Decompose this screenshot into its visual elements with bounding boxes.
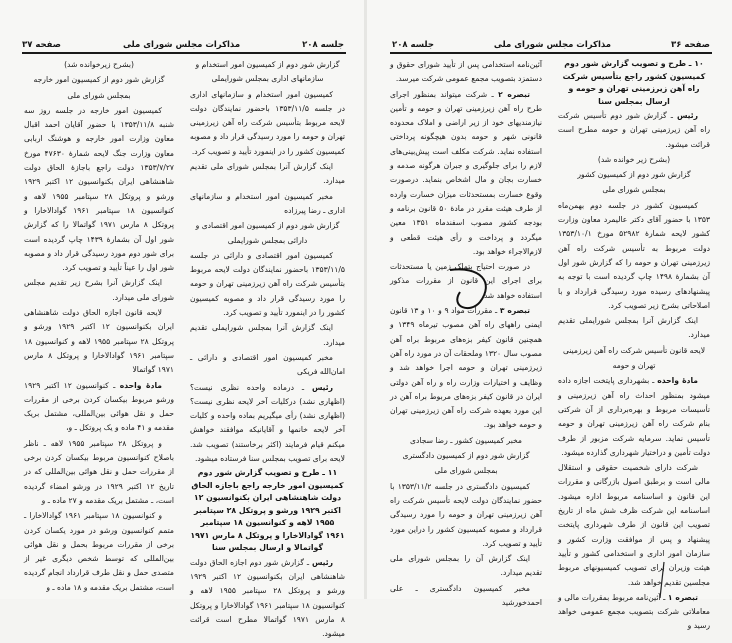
paragraph: (بشرح زیرخوانده شد) bbox=[64, 60, 134, 69]
paragraph-lead: تبصره ۲ bbox=[498, 89, 530, 99]
paragraph: رئیس ـ درماده واحده نظری نیست؟ (اظهاری نشد) درکلیات آخر لایحه نظری نیست؟ (اظهاری نشد) رأی میگیریم بماده واحده و کلیات آخر لایحه خانمها و آقایانیکه موافقند خواهش میکنم قیام فرمایند (اکثر برخاستند) تصویب شد. لایحه برای تصویب بمجلس سنا فرستاده میشود. bbox=[190, 382, 345, 464]
left-page-right-column bbox=[190, 58, 345, 643]
paragraph: گزارش شور دوم از کمیسیون امور اقتصادی و دارائی بمجلس شورایملی bbox=[195, 221, 340, 245]
header-rule bbox=[22, 52, 346, 54]
paragraph: آئین‌نامه استخدامی پس از تأیید شورای حقوق و دستمزد بتصویب مجمع عمومی شرکت میرسد. bbox=[390, 60, 542, 84]
pen-mark-icon bbox=[640, 560, 680, 600]
paragraph-lead: تبصره ۱ bbox=[667, 592, 698, 602]
paragraph-lead: رئیس bbox=[311, 557, 333, 567]
paragraph: اینک گزارش آن را بمجلس شورای ملی تقدیم میدارد. bbox=[390, 554, 542, 578]
paragraph: اینک گزارش آنرا بمجلس شورایملی تقدیم میدارد. bbox=[558, 316, 710, 340]
paragraph: (بشرح زیر خوانده شد) bbox=[597, 154, 671, 164]
header-title: مذاکرات مجلس شورای ملی bbox=[122, 40, 241, 50]
session-number: جلسه ۲۰۸ bbox=[302, 40, 344, 50]
paragraph: اینک گزارش آنرا بشرح زیر تقدیم مجلس شورای ملی میدارد. bbox=[24, 278, 174, 302]
session-number: جلسه ۲۰۸ bbox=[392, 40, 434, 50]
paragraph-lead: مادهٔ واحده bbox=[657, 376, 699, 386]
paragraph: گزارش شور دوم از کمیسیون امور استخدام و سازمانهای اداری بمجلس شورایملی bbox=[195, 60, 340, 84]
paragraph: رئیس ـ گزارش شور دوم تأسیس شرکت راه آهن زیرزمینی تهران و حومه مطرح است قرائت میشود. bbox=[558, 111, 710, 149]
paragraph: مخبر کمیسیون امور اقتصادی و دارائی ـ امان‌الله فریکی bbox=[190, 352, 345, 377]
paragraph: و پروتکل ۲۸ سپتامبر ۱۹۵۵ لاهه ـ ناظر باصلاح کنوانسیون مربوط بیکسان کردن برخی از مقررات حمل و نقل هوائی بین‌المللی که در تاریخ ۱۲ اکتبر ۱۹۲۹ در ورشو امضاء گردیده است، ـ مشتمل بریک مقدمه و ۲۷ ماده ـ و bbox=[24, 438, 174, 505]
paragraph: گزارش شور دوم از کمیسیون کشور bbox=[577, 170, 691, 180]
paragraph: تبصره ۳ ـ مقررات مواد ۹ و ۱۰ و ۱۳ قانون ایمنی راههای راه آهن مصوب تیرماه ۱۳۴۹ و همچنین قانون کیفر بزه‌های مربوط براه آهن مصوب سال ۱۳۲۰ وملحقات آن در مورد راه آهن زیرزمینی تهران و حومه اجرا خواهد شد و وظایف و اختیارات وزارت راه و راه آهن دولتی ایران در قانون کیفر بزه‌های مربوط براه آهن در این مورد بعهده شرکت راه آهن زیرزمینی تهران و حومه خواهد بود. bbox=[390, 306, 542, 430]
paragraph: کمیسیون دادگستری در جلسه ۱۳۵۳/۱۱/۲ با حضور نمایندگان دولت لایحه تأسیس شرکت راه آهن زیرزمینی تهران و حومه را مورد رسیدگی قرارداد و مصوبه کمیسیون کشور را دراین مورد تأیید و تصویب کرد. bbox=[390, 481, 542, 548]
section-title: ۱۱ ـ طرح و تصویب گزارش شور دوم کمیسیون امور خارجه راجع باجازه الحاق دولت شاهنشاهی ایران بکنوانسیون ۱۲ اکتبر ۱۹۲۹ ورشو و پروتکل ۲۸ سپتامبر ۱۹۵۵ لاهه و کنوانسیون ۱۸ سپتامبر ۱۹۶۱ گوادالاخارا و پروتکل ۸ مارس ۱۹۷۱ گواتمالا و ارسال بمجلس سنا bbox=[190, 468, 345, 553]
paragraph: اینک گزارش آنرا بمجلس شورایملی تقدیم میدارد. bbox=[190, 323, 345, 347]
paragraph-lead: رئیس bbox=[311, 382, 333, 392]
right-page-left-column bbox=[390, 58, 542, 611]
page-number: صفحه ۳۷ bbox=[22, 40, 61, 50]
paragraph-lead: مادهٔ واحده bbox=[119, 380, 162, 390]
paragraph: بمجلس شورای ملی bbox=[67, 90, 131, 100]
paragraph: رئیس ـ گزارش شور دوم اجازه الحاق دولت شاهنشاهی ایران بکنوانسیون ۱۲ اکتبر ۱۹۲۹ ورشو و پروتکل ۲۸ سپتامبر ۱۹۵۵ لاهه و کنوانسیون ۱۸ سپتامبر ۱۹۶۱ گوادالاخارا و پروتکل ۸ مارس ۱۹۷۱ گواتمالا مطرح است قرائت میشود. bbox=[190, 557, 346, 639]
paragraph: لایحه قانون تأسیس شرکت راه آهن زیرزمینی bbox=[562, 345, 706, 355]
header-rule bbox=[390, 52, 712, 54]
paragraph: مخبر کمیسیون امور استخدام و سازمانهای اداری ـ رضا پیرزاده bbox=[190, 191, 345, 215]
right-page-right-column bbox=[558, 58, 710, 635]
header-title: مذاکرات مجلس شورای ملی bbox=[493, 40, 612, 50]
paragraph: مادهٔ واحده ـ کنوانسیون ۱۲ اکتبر ۱۹۲۹ ورشو مربوط بیکسان کردن برخی از مقررات حمل و نقل هوائی بین‌المللی، مشتمل بریک مقدمه و ۴۱ ماده و یک پروتکل ـ و، bbox=[24, 380, 174, 433]
paragraph: و کنوانسیون ۱۸ سپتامبر ۱۹۶۱ گوادالاخارا ـ متمم کنوانسیون ورشو در مورد یکسان کردن برخی از مقررات مربوط بحمل و نقل هوائی بین‌المللی که توسط شخص دیگری غیر از متصدی حمل و نقل طرف قرارداد انجام گردیده است، مشتمل بریک مقدمه و ۱۸ ماده ـ و bbox=[24, 511, 174, 592]
right-page-header bbox=[392, 38, 710, 50]
paragraph: تهران و حومه bbox=[612, 361, 656, 371]
paragraph: کمیسیون امور استخدام و سازمانهای اداری در جلسه ۱۳۵۳/۱۱/۵ باحضور نمایندگان دولت لایحه مربوط بتأسیس شرکت راه آهن زیرزمینی تهران و حومه را مورد رسیدگی قرار داد و مصوبه کمیسیون کشور را در اینمورد تأیید و تصویب کرد. bbox=[190, 89, 345, 156]
paragraph: کمیسیون کشور در جلسه دوم بهمن‌ماه ۱۳۵۳ با حضور آقای دکتر عالیمرد معاون وزارت کشور لایحه شمارهٔ ۵۲۹۸۲ مورخ ۱۳۵۳/۱۰/۱ دولت مربوط به تأسیس شرکت راه آهن زیرزمینی تهران و حومه را که گزارش شور اول آن بشمارهٔ ۱۴۹۸ چاپ گردیده است با توجه به پیشنهادهای رسیده مورد رسیدگی قرارداد و با اصلاحاتی بشرح زیر تصویب کرد. bbox=[558, 200, 711, 310]
section-title: ۱۰ ـ طرح و تصویب گزارش شور دوم کمیسیون کشور راجع بتأسیس شرکت راه آهن زیرزمینی تهران و حومه و ارسال بمجلس سنا bbox=[562, 59, 706, 106]
paragraph: لایحه قانون اجازه الحاق دولت شاهنشاهی ایران بکنوانسیون ۱۲ اکتبر ۱۹۲۹ ورشو و پروتکل ۲۸ سپتامبر ۱۹۵۵ لاهه و کنوانسیون ۱۸ سپتامبر ۱۹۶۱ گوادالاخارا و پروتکل ۸ مارس ۱۹۷۱ گواتمالا bbox=[24, 308, 175, 375]
paragraph-lead: رئیس bbox=[676, 111, 698, 120]
paragraph: بمجلس شورای ملی bbox=[602, 185, 666, 195]
paragraph: مخبر کمیسیون دادگستری ـ علی احمدخورشید bbox=[390, 583, 542, 607]
page-number: صفحه ۳۶ bbox=[671, 40, 710, 50]
paragraph-lead: تبصره ۳ bbox=[499, 306, 530, 316]
paragraph: مخبر کمیسیون کشور ـ رضا سجادی bbox=[410, 435, 522, 445]
paragraph: کمیسیون امور خارجه در جلسه روز سه شنبه ۱۳۵۳/۱۱/۸ با حضور آقایان احمد اقبال معاون وزارت امور خارجه و هوشنگ اربابی معاون وزارت جنگ لایحه شمارهٔ ۴۷۶۳۰ مورخ ۱۳۵۳/۷/۲۷ دولت راجع باجازهٔ الحاق دولت شاهنشاهی ایران بکنوانسیون ۱۲ اکتبر ۱۹۲۹ ورشو و پروتکل ۲۸ سپتامبر ۱۹۵۵ لاهه و کنوانسیون ۱۸ سپتامبر ۱۹۶۱ گوادالاخارا و پروتکل ۸ مارس ۱۹۷۱ گواتمالا را که گزارش شور اول آن بشمارهٔ ۱۴۳۹ چاپ گردیده است برای شور دوم مورد رسیدگی قرار داد و مصوبه شور اول را عیناً تأیید و تصویب کرد. bbox=[24, 105, 175, 273]
left-page-header bbox=[22, 38, 344, 50]
paragraph: کمیسیون امور اقتصادی و دارائی در جلسه ۱۳۵۳/۱۱/۵ باحضور نمایندگان دولت لایحه مربوط بتأسیس شرکت راه آهن زیرزمینی تهران و حومه را مورد رسیدگی قرار داد و مصوبه کمیسیون کشور را در اینمورد تأیید و تصویب کرد. bbox=[190, 250, 345, 318]
paragraph: گزارش شور دوم از کمیسیون دادگستری bbox=[402, 451, 530, 461]
paragraph: شرکت دارای شخصیت حقوقی و استقلال مالی است و برطبق اصول بازرگانی و مقررات این قانون و اساسنامه مربوط اداره میشود. اساسنامه این شرکت ظرف شش ماه از تاریخ تصویب این قانون از طرف شهرداری پایتخت پیشنهاد و پس از موافقت وزارت کشور و سازمان امور اداری و استخدامی کشور و تأیید هیئت وزیران برای تصویب کمیسیونهای مربوط مجلسین تقدیم خواهد شد. bbox=[558, 463, 710, 587]
pen-mark-icon bbox=[440, 262, 500, 322]
paragraph: گزارش شور دوم از کمیسیون امور خارجه bbox=[33, 75, 165, 85]
paragraph: اینک گزارش آنرا بمجلس شورای ملی تقدیم میدارد. bbox=[190, 162, 345, 186]
left-page-left-column bbox=[24, 58, 174, 596]
paragraph: بمجلس شورای ملی bbox=[434, 466, 498, 476]
paragraph: مادهٔ واحده ـ بشهرداری پایتخت اجازه داده میشود بمنظور احداث راه آهن زیرزمینی و تأسیسات مربوط و بهره‌برداری از آن شرکتی بنام شرکت راه آهن زیرزمینی تهران و حومه تأسیس نماید. سرمایه شرکت مزبور از طرف دولت تأمین و دراختیار شهرداری گذارده میشود. bbox=[558, 376, 710, 457]
paragraph: در صورت احتیاج بتملک زمین یا مستحدثات برای اجرای این قانون از مقررات مذکور استفاده خواهد شد. bbox=[390, 262, 542, 300]
paragraph: تبصره ۲ ـ شرکت میتواند بمنظور اجرای طرح راه آهن زیرزمینی تهران و حومه و تأمین نیازمندیهای خود از زیر اراضی و املاک محدوده قانونی شهر و حومه بدون هیچگونه پرداختی استفاده نماید. شرکت مکلف است پیش‌بینی‌های لازم را برای جلوگیری و جبران هرگونه صدمه و خسارت بجان و مال اشخاص بنماید. درصورت وقوع خسارت بمستحدثات میزان خسارت وارده از طرف هیئت مقرر در مادهٔ ۵۰ قانون برنامه و بودجه کشور مصوب اسفندماه ۱۳۵۱ معین میگردد و پرداخت و رأی هیئت قطعی و لازم‌الاجراء خواهد بود. bbox=[390, 89, 543, 256]
paragraph: تبصره ۱ ـ آئین‌نامه مربوط بمقررات مالی و معاملاتی شرکت بتصویب مجمع عمومی خواهد رسید و bbox=[558, 592, 710, 631]
